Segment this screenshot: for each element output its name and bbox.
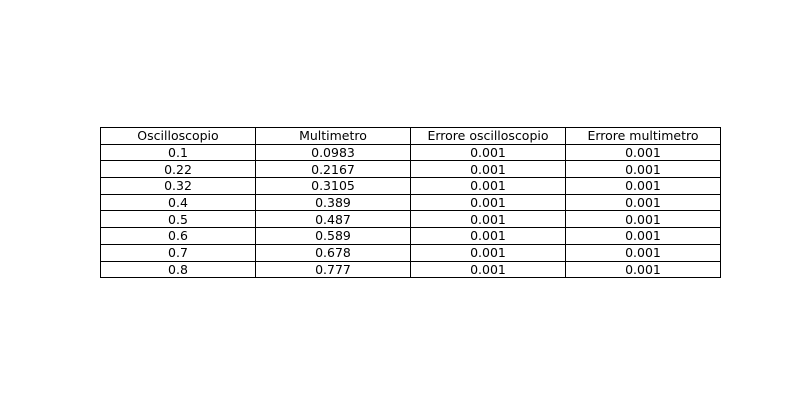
table-cell: 0.8 bbox=[101, 261, 256, 278]
table-row bbox=[101, 211, 721, 228]
column-header: Errore oscilloscopio bbox=[411, 128, 566, 145]
table-cell: 0.4 bbox=[101, 194, 256, 211]
table-cell: 0.589 bbox=[256, 228, 411, 245]
table-cell: 0.001 bbox=[411, 244, 566, 261]
table-cell: 0.389 bbox=[256, 194, 411, 211]
table-row bbox=[101, 228, 721, 245]
table-cell: 0.001 bbox=[566, 228, 721, 245]
header-row bbox=[101, 128, 721, 145]
table-row bbox=[101, 194, 721, 211]
column-header: Oscilloscopio bbox=[101, 128, 256, 145]
table-cell: 0.001 bbox=[411, 161, 566, 178]
table-cell: 0.2167 bbox=[256, 161, 411, 178]
table-cell: 0.678 bbox=[256, 244, 411, 261]
table-cell: 0.1 bbox=[101, 144, 256, 161]
table-row bbox=[101, 161, 721, 178]
table-row bbox=[101, 178, 721, 195]
table-cell: 0.001 bbox=[411, 211, 566, 228]
table-body bbox=[101, 144, 721, 278]
data-table bbox=[100, 127, 721, 278]
table-cell: 0.001 bbox=[566, 178, 721, 195]
table-cell: 0.6 bbox=[101, 228, 256, 245]
table-cell: 0.001 bbox=[411, 178, 566, 195]
table-cell: 0.001 bbox=[411, 194, 566, 211]
table-cell: 0.487 bbox=[256, 211, 411, 228]
table-cell: 0.001 bbox=[566, 161, 721, 178]
table-cell: 0.001 bbox=[411, 261, 566, 278]
table-cell: 0.7 bbox=[101, 244, 256, 261]
table-row bbox=[101, 261, 721, 278]
table-cell: 0.001 bbox=[566, 144, 721, 161]
table-cell: 0.22 bbox=[101, 161, 256, 178]
table-cell: 0.001 bbox=[566, 211, 721, 228]
table-cell: 0.0983 bbox=[256, 144, 411, 161]
column-header: Errore multimetro bbox=[566, 128, 721, 145]
table-cell: 0.001 bbox=[411, 228, 566, 245]
table-cell: 0.001 bbox=[566, 244, 721, 261]
table-row bbox=[101, 244, 721, 261]
table-cell: 0.5 bbox=[101, 211, 256, 228]
table-cell: 0.001 bbox=[411, 144, 566, 161]
table-header bbox=[101, 128, 721, 145]
table-row bbox=[101, 144, 721, 161]
table-cell: 0.001 bbox=[566, 194, 721, 211]
table-cell: 0.777 bbox=[256, 261, 411, 278]
table-cell: 0.32 bbox=[101, 178, 256, 195]
column-header: Multimetro bbox=[256, 128, 411, 145]
table-cell: 0.001 bbox=[566, 261, 721, 278]
table-cell: 0.3105 bbox=[256, 178, 411, 195]
